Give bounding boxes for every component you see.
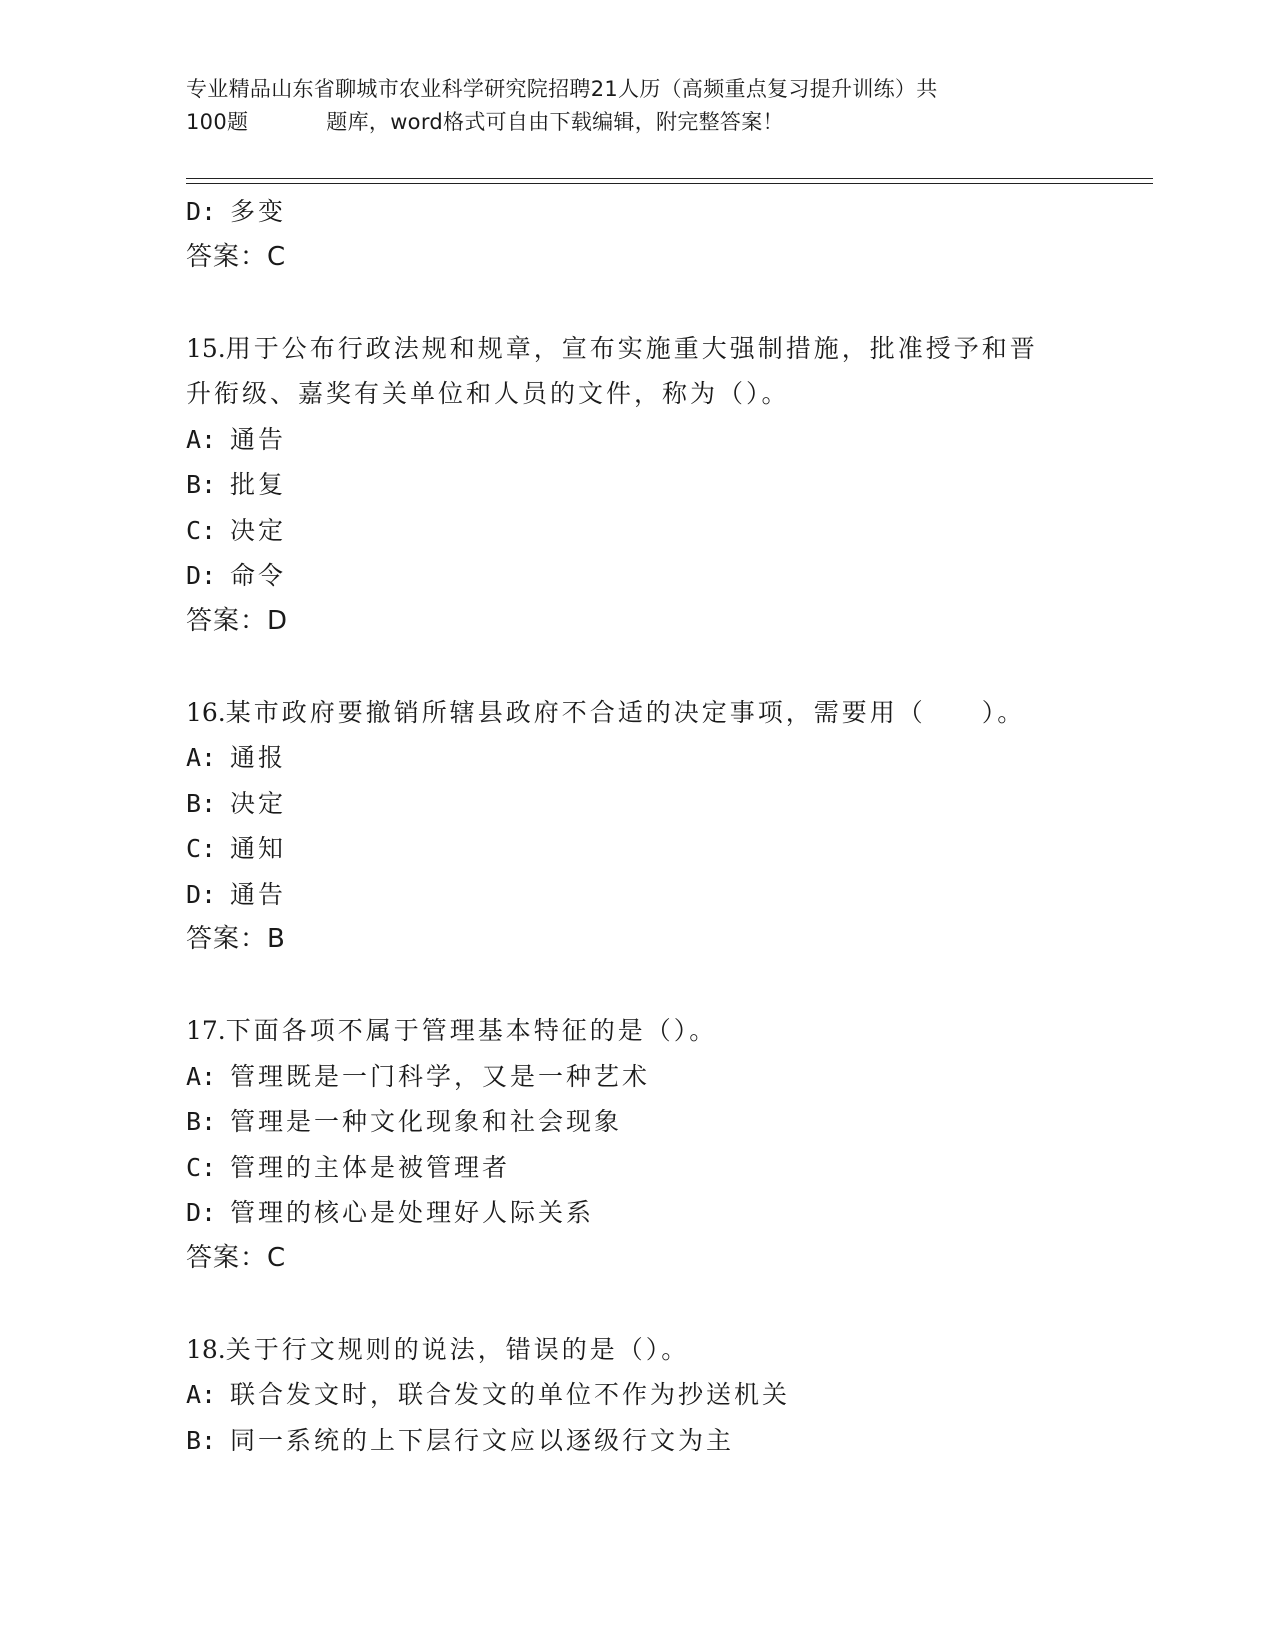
option-letter: B: [186,1107,217,1136]
header-subtitle: 题库，word格式可自由下载编辑，附完整答案！ [326,110,784,134]
header-divider-top [186,178,1153,179]
option-text: 通告 [230,879,287,909]
option-letter: A: [186,743,217,772]
question-text-line: 下面各项不属于管理基本特征的是（）。 [225,1016,718,1045]
question-17 [186,1008,1126,1281]
option-letter: B: [186,470,217,499]
question-text [186,1327,1126,1373]
option-d [186,189,1126,235]
question-text-line: 关于行文规则的说法，错误的是（）。 [225,1334,690,1364]
option-letter: C: [186,515,217,545]
option-d [186,872,1126,918]
option-text: 通告 [230,424,287,454]
option-b [186,1099,1126,1145]
option-text: 管理的核心是处理好人际关系 [230,1198,595,1227]
option-text: 管理既是一门科学，又是一种艺术 [230,1061,651,1091]
option-text: 通报 [230,743,287,772]
option-b [186,781,1126,827]
option-letter: A: [186,1061,217,1091]
option-text: 批复 [230,470,287,499]
question-text [186,690,1126,736]
header-title-line1: 专业精品山东省聊城市农业科学研究院招聘21人历（高频重点复习提升训练）共 [186,77,938,101]
question-text-line: 用于公布行政法规和规章，宣布实施重大强制措施，批准授予和晋 [225,333,1038,363]
question-text [186,326,1126,372]
question-text-line: 某市政府要撤销所辖县政府不合适的决定事项，需要用（ ）。 [225,697,1026,727]
question-number: 17. [186,1016,226,1045]
question-16 [186,690,1126,963]
option-letter: D: [186,1198,217,1227]
option-text: 管理的主体是被管理者 [230,1152,511,1182]
option-letter: C: [186,1152,217,1182]
question-text [186,1008,1126,1054]
header-title-line2 [186,106,1066,139]
option-letter: D: [186,561,217,590]
question-18 [186,1327,1126,1464]
option-text: 同一系统的上下层行文应以逐级行文为主 [230,1425,735,1455]
answer-line: 答案：C [186,241,287,272]
option-d [186,1190,1126,1236]
option-b [186,1418,1126,1464]
answer-line: 答案：D [186,605,289,636]
option-c [186,508,1126,554]
document-header [186,73,1066,139]
option-letter: B: [186,788,217,818]
option-text: 命令 [230,561,287,590]
header-divider-bottom [186,183,1153,184]
option-c [186,826,1126,872]
option-letter: A: [186,1380,217,1409]
answer-line: 答案：B [186,924,286,954]
document-body [186,189,1126,1463]
option-letter: B: [186,1425,217,1455]
option-a [186,1054,1126,1100]
option-a [186,417,1126,463]
question-15 [186,326,1126,645]
question-number: 16. [186,697,226,727]
option-text: 通知 [230,834,287,863]
header-question-count: 100题 [186,110,249,134]
option-d [186,553,1126,599]
option-text: 多变 [230,197,287,226]
option-text: 决定 [230,515,287,545]
option-text: 管理是一种文化现象和社会现象 [230,1107,623,1136]
question-text-line: 升衔级、嘉奖有关单位和人员的文件，称为（）。 [186,379,790,408]
option-text: 联合发文时，联合发文的单位不作为抄送机关 [230,1380,791,1409]
option-letter: D: [186,879,217,909]
option-letter: C: [186,834,217,863]
option-letter: D: [186,197,217,226]
option-text: 决定 [230,788,287,818]
question-number: 18. [186,1334,226,1364]
option-a [186,735,1126,781]
option-letter: A: [186,424,217,454]
previous-question-tail [186,189,1126,280]
option-a [186,1372,1126,1418]
question-number: 15. [186,333,226,363]
option-b [186,462,1126,508]
option-c [186,1145,1126,1191]
answer-line: 答案：C [186,1242,287,1273]
